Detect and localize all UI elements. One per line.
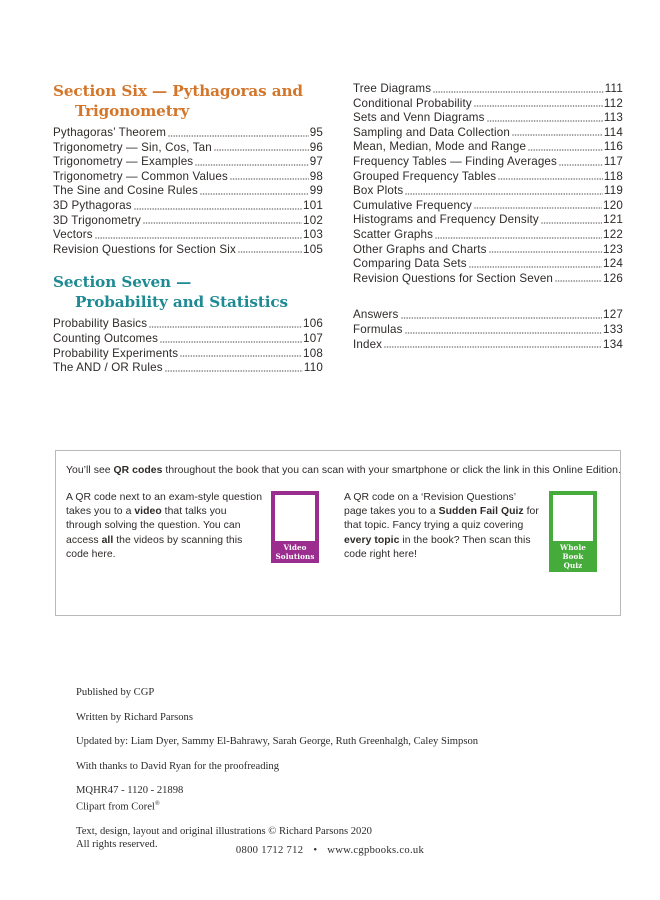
toc-entry[interactable] [53, 155, 323, 170]
toc-entry[interactable] [53, 170, 323, 185]
footer-website-link[interactable]: www.cgpbooks.co.uk [327, 845, 425, 856]
emphasised-text: video [134, 506, 162, 518]
toc-entry[interactable] [353, 199, 623, 214]
toc-entry-title: Counting Outcomes [53, 331, 159, 345]
toc-dot-leader [405, 191, 603, 197]
toc-entry[interactable] [353, 170, 623, 185]
imprint-thanks: With thanks to David Ryan for the proofreading [76, 760, 280, 772]
body-text: the videos by scanning this code here. [66, 534, 243, 560]
footer-phone: 0800 1712 712 [235, 845, 304, 856]
toc-entry-page-number: 119 [603, 184, 623, 198]
body-text: that talks you through solving the question. You can access [66, 506, 241, 546]
toc-dot-leader [555, 278, 602, 284]
toc-entry-page-number: 102 [303, 213, 323, 227]
toc-entry-title: Revision Questions for Section Seven [353, 271, 554, 285]
toc-entry-page-number: 105 [303, 242, 323, 256]
toc-section-heading [53, 273, 323, 312]
emphasised-text: Sudden Fail Quiz [438, 506, 524, 518]
qr-card-label-line2: Solutions [275, 552, 315, 561]
toc-entry-title: Tree Diagrams [353, 82, 432, 95]
toc-section-heading-line1: Section Seven — [53, 273, 192, 292]
toc-dot-leader [559, 162, 603, 168]
toc-spacer [53, 257, 323, 273]
imprint-clipart [76, 797, 546, 814]
toc-entry-page-number: 101 [303, 198, 323, 212]
toc-dot-leader [528, 147, 603, 153]
toc-dot-leader [469, 264, 602, 270]
toc-dot-leader [200, 191, 309, 197]
toc-entry-page-number: 97 [309, 155, 323, 169]
toc-entry-page-number: 108 [303, 346, 323, 360]
body-text: for that topic. Fancy trying a quiz covering [344, 506, 539, 532]
qr-card-label [275, 541, 315, 561]
toc-list-right [353, 82, 623, 352]
toc-dot-leader [165, 368, 303, 374]
body-text: throughout the book that you can scan with your smartphone or click the link in this Online Edition. [162, 465, 621, 476]
toc-entry-page-number: 124 [603, 257, 623, 271]
imprint-published-by: Published by CGP [76, 687, 155, 698]
emphasised-text: all [101, 534, 114, 546]
toc-dot-leader [498, 176, 603, 182]
qr-card-label [553, 541, 593, 570]
toc-entry[interactable] [353, 257, 623, 272]
body-text: A QR code next to an exam-style question takes you to a [66, 492, 263, 518]
toc-entry[interactable] [53, 228, 323, 243]
toc-spacer [353, 286, 623, 308]
toc-dot-leader [134, 206, 302, 212]
toc-entry-page-number: 120 [603, 198, 623, 212]
toc-entry[interactable] [353, 338, 623, 353]
qr-info-box [55, 450, 621, 616]
toc-entry-page-number: 113 [603, 111, 623, 125]
toc-entry[interactable] [353, 272, 623, 287]
toc-entry[interactable] [353, 140, 623, 155]
toc-entry-title: Frequency Tables — Finding Averages [353, 154, 557, 168]
qr-code-icon[interactable] [275, 495, 315, 541]
toc-entry-page-number: 103 [303, 228, 323, 242]
toc-dot-leader [541, 220, 602, 226]
toc-entry[interactable] [53, 141, 323, 156]
toc-dot-leader [405, 330, 603, 336]
toc-entry[interactable] [353, 126, 623, 141]
footer-contact [0, 845, 660, 856]
toc-dot-leader [214, 147, 309, 153]
toc-dot-leader [384, 344, 602, 350]
toc-entry-page-number: 111 [604, 82, 623, 95]
body-text: A QR code on a ‘Revision Questions’ page takes you to a [344, 492, 516, 518]
toc-entry-title: Box Plots [353, 184, 404, 198]
toc-entry-title: Mean, Median, Mode and Range [353, 140, 527, 154]
toc-entry-title: Vectors [53, 228, 93, 242]
toc-entry[interactable] [53, 126, 323, 141]
toc-entry[interactable] [53, 361, 323, 376]
toc-entry-title: Pythagoras’ Theorem [53, 126, 167, 139]
toc-entry-title: Probability Experiments [53, 346, 179, 360]
toc-list-left [53, 82, 323, 376]
toc-entry[interactable] [53, 199, 323, 214]
qr-card-label-line2: Book Quiz [562, 552, 584, 570]
toc-dot-leader [487, 118, 603, 124]
toc-entry[interactable] [353, 243, 623, 258]
registered-mark-icon: ® [154, 800, 160, 807]
toc-entry-page-number: 96 [309, 140, 323, 154]
toc-entry-page-number: 116 [603, 140, 623, 154]
toc-entry-title: Probability Basics [53, 317, 148, 331]
toc-entry-title: The AND / OR Rules [53, 361, 163, 375]
toc-entry-title: Revision Questions for Section Six [53, 242, 236, 256]
toc-entry-title: 3D Pythagoras [53, 198, 132, 212]
toc-entry[interactable] [353, 228, 623, 243]
qr-card-whole-book-quiz[interactable] [549, 491, 597, 572]
toc-entry[interactable] [353, 213, 623, 228]
toc-dot-leader [474, 103, 603, 109]
toc-entry-title: Sets and Venn Diagrams [353, 111, 485, 125]
toc-entry[interactable] [53, 332, 323, 347]
toc-dot-leader [474, 205, 602, 211]
toc-dot-leader [95, 235, 302, 241]
toc-entry-title: Trigonometry — Examples [53, 155, 194, 169]
imprint-rights: All rights reserved. [76, 839, 158, 851]
qr-card-label-line1: Video [283, 543, 307, 552]
toc-entry-page-number: 112 [603, 96, 623, 110]
toc-entry-title: Grouped Frequency Tables [353, 169, 497, 183]
toc-column-right [353, 82, 623, 352]
imprint-product-code: MQHR47 - 1120 - 21898 [76, 785, 184, 796]
imprint-written-by: Written by Richard Parsons [76, 711, 193, 723]
toc-dot-leader [489, 249, 602, 255]
toc-entry[interactable] [53, 317, 323, 332]
qr-panel-text [66, 491, 263, 562]
toc-entry[interactable] [53, 347, 323, 362]
toc-entry-page-number: 126 [603, 271, 623, 285]
toc-entry-page-number: 106 [303, 317, 323, 331]
toc-dot-leader [230, 176, 309, 182]
toc-entry[interactable] [53, 243, 323, 258]
toc-entry-page-number: 107 [303, 331, 323, 345]
toc-entry-page-number: 127 [603, 308, 623, 322]
toc-entry[interactable] [353, 97, 623, 112]
toc-dot-leader [238, 249, 302, 255]
toc-dot-leader [160, 339, 302, 345]
toc-dot-leader [401, 315, 603, 321]
qr-panel-whole-book-quiz [344, 491, 597, 572]
imprint-updated-by: Updated by: Liam Dyer, Sammy El-Bahrawy, Sarah George, Ruth Greenhalgh, Caley Simpson [76, 736, 479, 747]
imprint-clipart-text: Clipart from Corel [76, 801, 155, 813]
toc-entry-title: Formulas [353, 322, 403, 336]
toc-section-heading-line1: Section Six — Pythagoras and [53, 82, 303, 100]
qr-card-label-line1: Whole [560, 543, 586, 552]
toc-entry-title: Cumulative Frequency [353, 198, 472, 212]
toc-section-heading-line2: Trigonometry [75, 101, 190, 120]
toc-entry-title: The Sine and Cosine Rules [53, 184, 198, 198]
toc-dot-leader [180, 353, 302, 359]
toc-entry-page-number: 121 [603, 213, 623, 227]
body-text: in the book? Then scan this code right here! [344, 534, 531, 560]
emphasised-text: QR codes [113, 465, 163, 476]
toc-section-heading [53, 82, 323, 121]
qr-panel-text [344, 491, 541, 562]
toc-entry-title: Scatter Graphs [353, 227, 434, 241]
toc-dot-leader [143, 220, 302, 226]
toc-dot-leader [195, 162, 308, 168]
toc-entry-page-number: 122 [603, 227, 623, 241]
toc-entry[interactable] [53, 214, 323, 229]
toc-entry[interactable] [353, 308, 623, 323]
toc-entry-page-number: 99 [309, 184, 323, 198]
imprint-block [76, 686, 546, 863]
toc-entry-page-number: 133 [603, 322, 623, 336]
toc-entry-page-number: 134 [603, 337, 623, 351]
toc-entry[interactable] [353, 82, 623, 97]
toc-entry[interactable] [353, 111, 623, 126]
toc-entry-title: Histograms and Frequency Density [353, 213, 539, 227]
toc-entry-page-number: 117 [603, 154, 623, 168]
toc-dot-leader [168, 133, 309, 139]
qr-panel-video-solutions [66, 491, 319, 563]
toc-entry-title: Conditional Probability [353, 96, 472, 110]
toc-dot-leader [435, 235, 602, 241]
toc-entry[interactable] [53, 184, 323, 199]
toc-entry[interactable] [353, 323, 623, 338]
toc-dot-leader [512, 132, 603, 138]
toc-entry-page-number: 95 [309, 126, 323, 139]
body-text: You’ll see [66, 465, 114, 476]
toc-entry-page-number: 98 [309, 169, 323, 183]
imprint-copyright: Text, design, layout and original illustrations © Richard Parsons 2020 [76, 826, 372, 838]
footer-separator-icon: • [313, 845, 318, 856]
toc-entry[interactable] [353, 155, 623, 170]
toc-entry-title: Index [353, 337, 383, 351]
toc-entry-title: Other Graphs and Charts [353, 242, 487, 256]
toc-entry-title: Trigonometry — Sin, Cos, Tan [53, 140, 212, 154]
qr-intro-text [66, 464, 621, 478]
toc-entry-page-number: 114 [603, 125, 623, 139]
toc-entry-page-number: 118 [603, 169, 623, 183]
toc-entry-page-number: 110 [303, 361, 323, 375]
qr-code-icon[interactable] [553, 495, 593, 541]
emphasised-text: every topic [344, 534, 400, 546]
toc-section-heading-line2: Probability and Statistics [75, 292, 288, 311]
toc-entry-page-number: 123 [603, 242, 623, 256]
toc-dot-leader [149, 324, 302, 330]
toc-entry-title: Comparing Data Sets [353, 257, 467, 271]
imprint-code-group [76, 784, 546, 814]
toc-entry[interactable] [353, 184, 623, 199]
qr-card-video-solutions[interactable] [271, 491, 319, 563]
toc-entry-title: 3D Trigonometry [53, 213, 141, 227]
toc-entry-title: Trigonometry — Common Values [53, 169, 228, 183]
toc-entry-title: Sampling and Data Collection [353, 125, 510, 139]
toc-dot-leader [433, 89, 604, 95]
toc-entry-title: Answers [353, 308, 399, 322]
toc-column-left [53, 82, 323, 376]
